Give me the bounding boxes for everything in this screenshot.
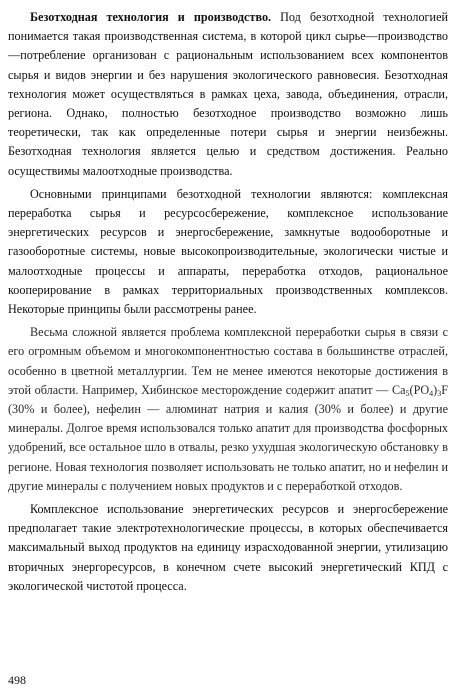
paragraph-text: Весьма сложной является проблема комплексной переработки сырья в связи с его огромным объемом и многокомпонентностью состава в большинстве отраслей, особенно в цветной металлургии. Тем не менее имеются некоторые достижения в этой области. Например, Хибинское месторождение содержит апатит — Ca	[8, 325, 448, 397]
formula-text: )	[433, 382, 438, 397]
paragraph-complex-processing	[8, 323, 448, 496]
paragraph-principles: Основными принципами безотходной технологии являются: комплексная переработка сырья и ресурсосбережение, комплексное использование энергетических ресурсов и энергосбережение, замкнутые водооборотные и газооборотные системы, новые высокопроизводительные, экологически чистые и малоотходные процессы и аппараты, переработка отходов, рациональное кооперирование в рамках территориальных производственных комплексов. Некоторые принципы были рассмотрены ранее.	[8, 186, 448, 317]
paragraph-zero-waste-definition	[8, 8, 448, 181]
book-page	[8, 8, 448, 600]
formula-subscript: 3	[437, 388, 442, 398]
formula-subscript: 4	[429, 388, 434, 398]
page-number: 498	[8, 673, 26, 687]
formula-subscript: 5	[405, 388, 410, 398]
paragraph-energy-saving: Комплексное использование энергетических ресурсов и энергосбережение предполагает такие электротехнологические процессы, в которых обеспечивается максимальный выход продуктов на единицу израсходованной энергии, утилизацию вторичных энергоресурсов, в конечном счете высокий энергетический КПД с экологической чистотой процесса.	[8, 502, 448, 593]
paragraph-text: F (30% и более), нефелин — алюминат натрия и калия (30% и более) и другие минералы. Долгое время использовался только апатит для производства фосфорных удобрений, все остальное шло в отвалы, резко ухудшая экологическую обстановку в регионе. Новая технология позволяет использовать не только апатит, но и нефелин и другие минералы с получением новых продуктов и с переработкой отходов.	[8, 382, 448, 493]
formula-text: (PO	[409, 382, 430, 397]
section-heading: Безотходная технология и производство.	[30, 10, 272, 24]
paragraph-text: Под безотходной технологией понимается такая производственная система, в которой цикл сырье—производство—потребление организован с рациональным использованием всех компонентов сырья и видов энергии и без нарушения экологического равновесия. Безотходная технология может осуществляться в рамках цеха, завода, объединения, отрасли, региона. Однако, полностью безотходное производство возможно лишь теоретически, так как определенные потери сырья и энергии неизбежны. Безотходная технология является целью и средством достижения. Реально осуществимы малоотходные производства.	[8, 10, 448, 178]
